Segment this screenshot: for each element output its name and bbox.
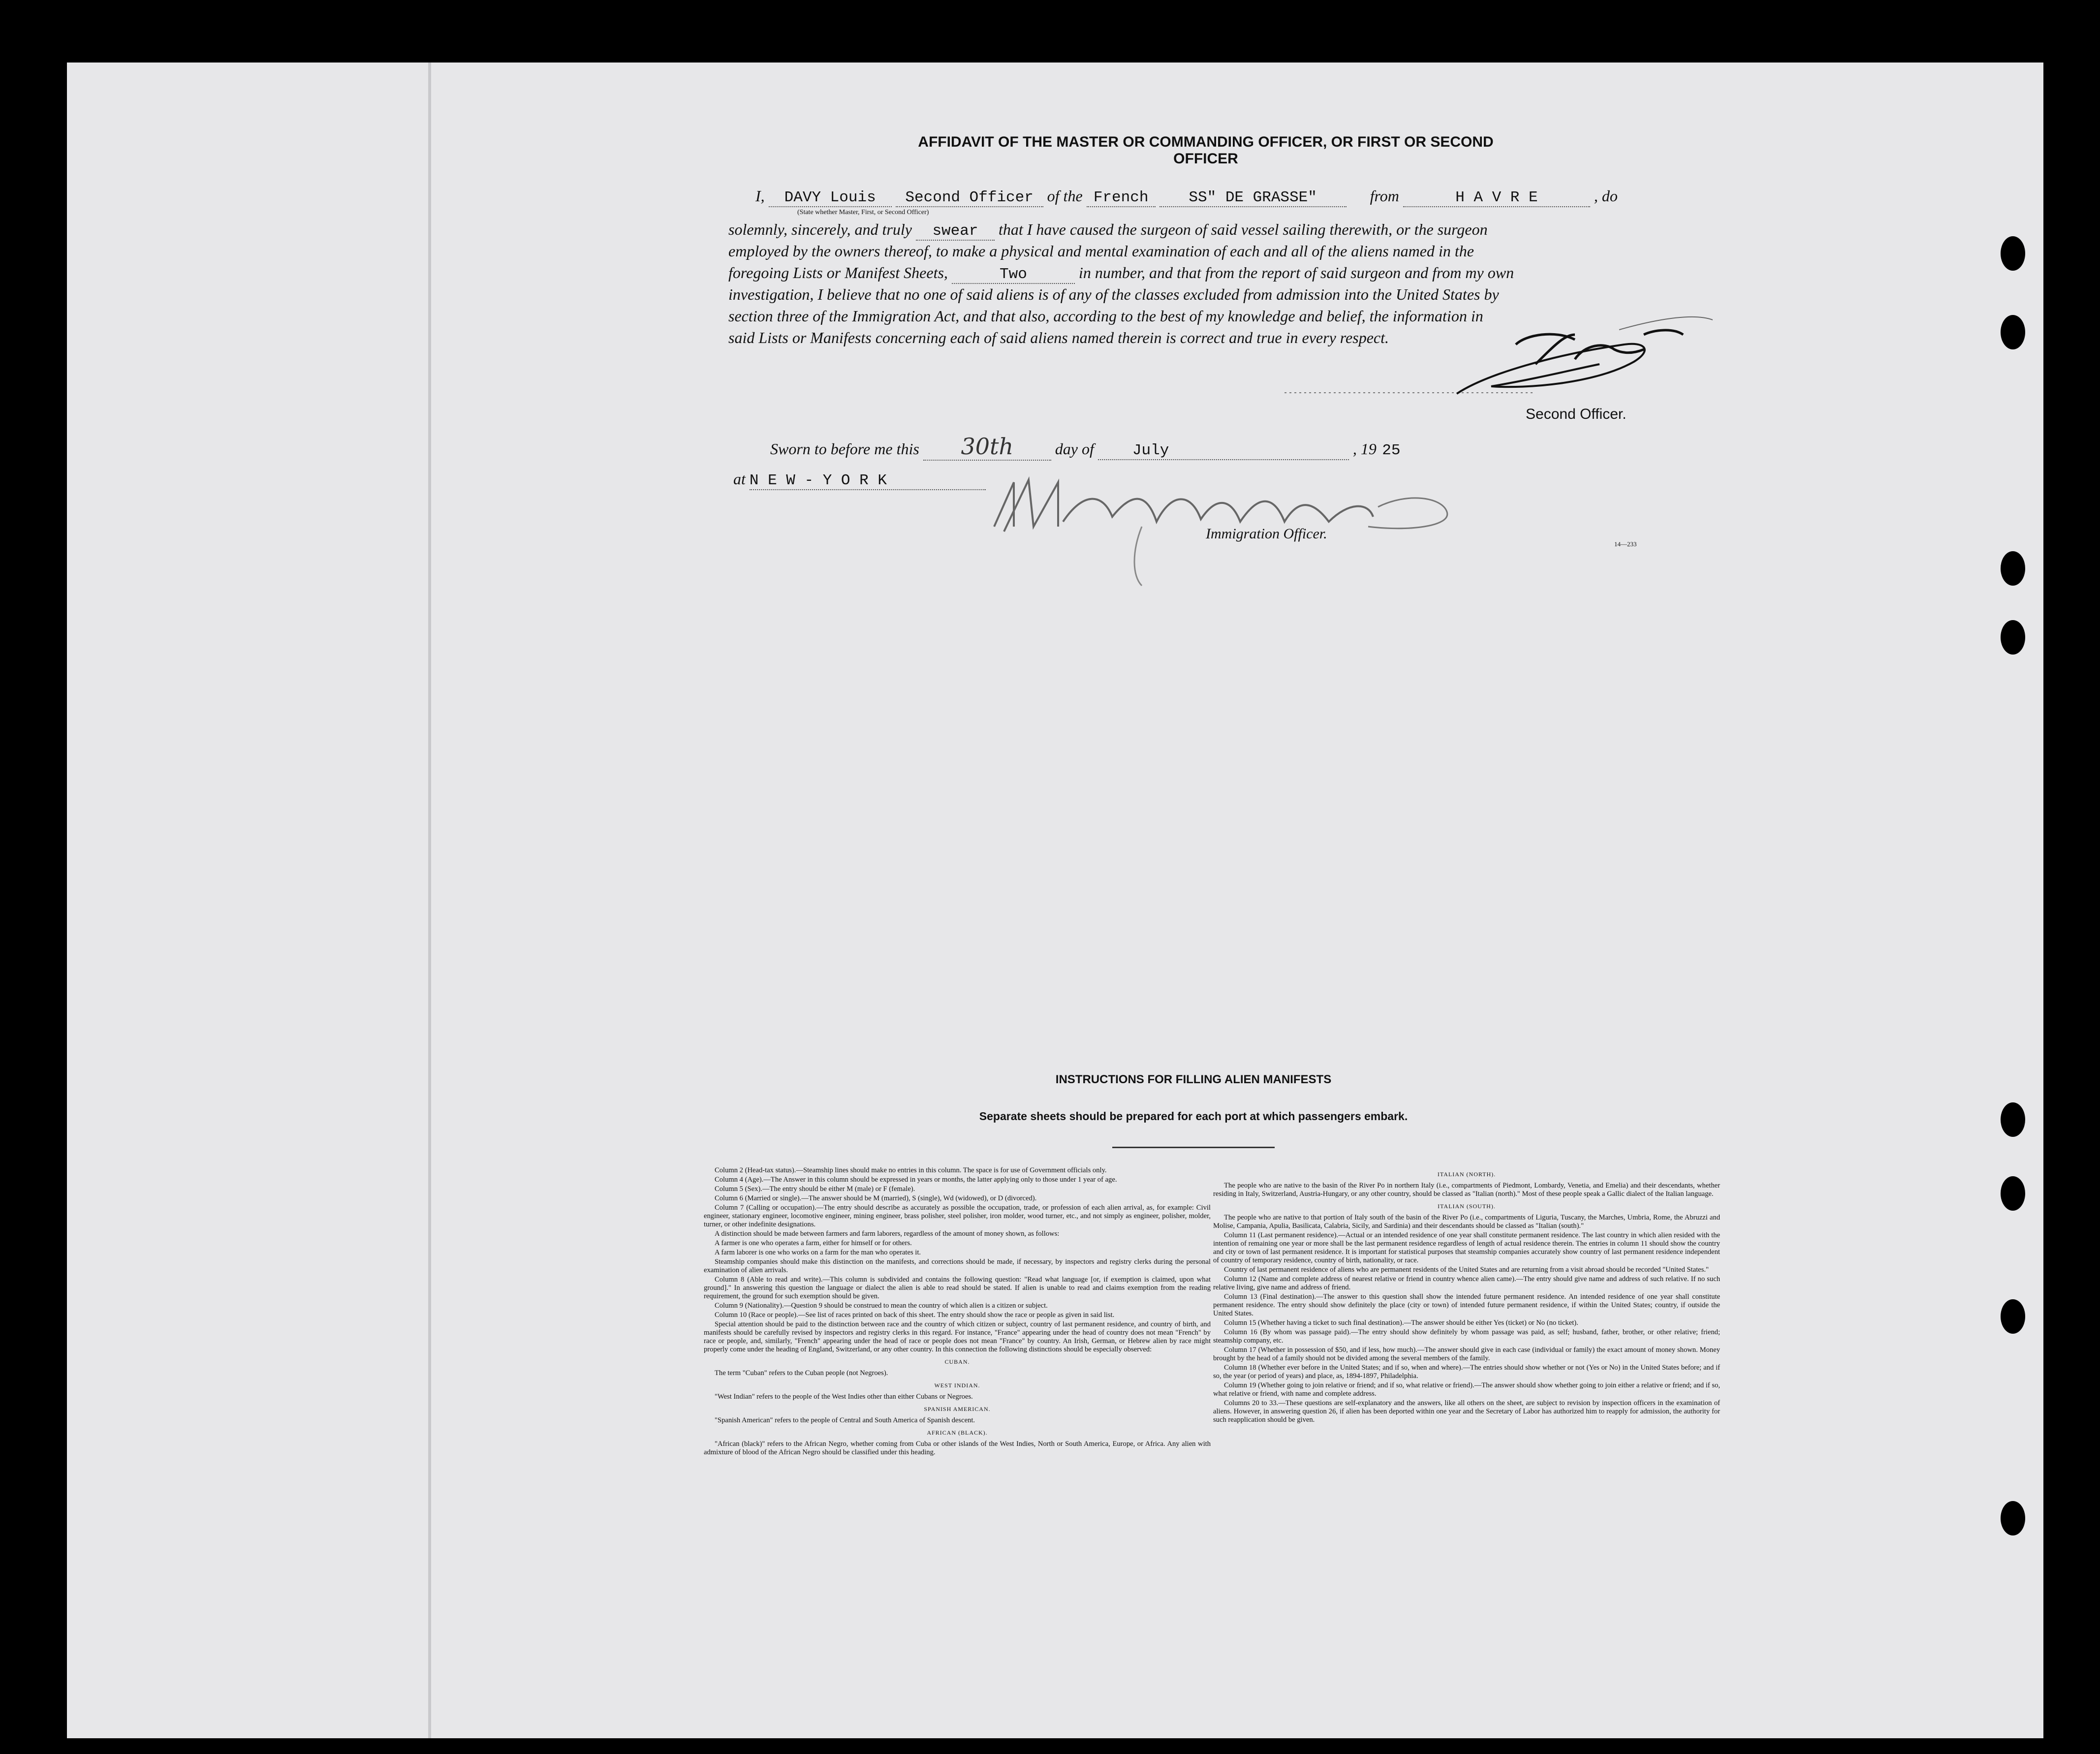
sworn-day-field: 30th: [923, 433, 1051, 461]
punch-hole: [2001, 551, 2025, 586]
paragraph: Column 13 (Final destination).—The answer to this question shall show the intended future permanent residence. An intended residence of one year shall constitute permanent residence. The entry should show definitely the place (city or town) of intended future permanent residence, if within the United States; country, if outside the United States.: [1213, 1293, 1720, 1317]
paragraph: Column 5 (Sex).—The entry should be either M (male) or F (female).: [715, 1185, 915, 1193]
page-fold-line: [428, 63, 431, 1738]
affidavit-line-6: section three of the Immigration Act, and that also, according to the best of my knowledge and belief, the information in: [728, 307, 1483, 325]
paragraph: Country of last permanent residence of aliens who are permanent residents of the United States and are returning from a visit abroad should be recorded "United States.": [1224, 1266, 1709, 1274]
text: solemnly, sincerely, and truly: [728, 220, 912, 238]
ship-name-field: SS" DE GRASSE": [1160, 189, 1347, 207]
sworn-month-field: July: [1098, 442, 1349, 460]
oath-word-field: swear: [916, 222, 995, 241]
punch-hole: [2001, 1501, 2025, 1535]
punch-hole: [2001, 1102, 2025, 1137]
at-line: [733, 470, 986, 490]
paragraph: Column 9 (Nationality).—Question 9 should be construed to mean the country of which alien is a citizen or subject.: [715, 1302, 1048, 1310]
paragraph: The term "Cuban" refers to the Cuban people (not Negroes).: [715, 1369, 888, 1377]
instructions-title: INSTRUCTIONS FOR FILLING ALIEN MANIFESTS: [1055, 1073, 1332, 1086]
punch-hole: [2001, 1299, 2025, 1334]
paragraph: "African (black)" refers to the African Negro, whether coming from Cuba or other islands of the West Indies, North or South America, Europe, or Africa. Any alien with admixture of blood of the African Negro should be classified under this heading.: [704, 1440, 1211, 1456]
paragraph: A farm laborer is one who works on a farm for the man who operates it.: [715, 1249, 921, 1256]
signer-title: Second Officer.: [1526, 406, 1627, 422]
text: Sworn to before me this: [770, 440, 919, 458]
section-heading: SPANISH AMERICAN.: [924, 1406, 991, 1412]
paragraph: Steamship companies should make this distinction on the manifests, and corrections should be made, if necessary, by inspectors and registry clerks during the personal examination of alien arrivals.: [704, 1258, 1211, 1274]
instructions-left-column: [704, 1166, 1211, 1458]
text: foregoing Lists or Manifest Sheets,: [728, 264, 948, 282]
punch-hole: [2001, 620, 2025, 655]
sworn-line: [770, 433, 1406, 461]
punch-hole: [2001, 315, 2025, 349]
immigration-officer-label: Immigration Officer.: [1206, 526, 1327, 542]
affidavit-line-1: [755, 187, 1618, 207]
instructions-subtitle: Separate sheets should be prepared for each port at which passengers embark.: [979, 1110, 1408, 1123]
text: in number, and that from the report of said surgeon and from my own: [1078, 264, 1514, 282]
paragraph: Column 4 (Age).—The Answer in this column should be expressed in years or months, the latter applying only to those under 1 year of age.: [715, 1176, 1117, 1184]
paragraph: Columns 20 to 33.—These questions are self-explanatory and the answers, like all others on the sheet, are subject to revision by inspection officers in the examination of aliens. However, in answering question 26, if alien has been deported within one year and the Secretary of Labor has authorized him to reapply for admission, the authority for such reapplication should be given.: [1213, 1399, 1720, 1424]
paragraph: "Spanish American" refers to the people of Central and South America of Spanish descent.: [715, 1416, 975, 1424]
paragraph: Column 11 (Last permanent residence).—Actual or an intended residence of one year shall constitute permanent residence. The last country in which alien resided with the intention of remaining one year or more shall be the last permanent residence regardless of length of actual residence therein. The entries in column 11 should show the country and city or town of last permanent residence. It is important for statistical purposes that steamship companies accurately show country of last permanent residence independent of country of temporary residence, country of birth, nationality, or race.: [1213, 1231, 1720, 1264]
paragraph: The people who are native to that portion of Italy south of the basin of the River Po (i.e., compartments of Liguria, Tuscany, the Marches, Umbria, Rome, the Abruzzi and Molise, Campania, Apulia, Basilicata, Calabria, Sicily, and Sardinia) and their descendants should be classed as "Italian (south).": [1213, 1214, 1720, 1230]
affidavit-line-5: investigation, I believe that no one of said aliens is of any of the classes excluded from admission into the United States by: [728, 285, 1499, 303]
divider: [1112, 1147, 1275, 1148]
paragraph: "West Indian" refers to the people of the West Indies other than either Cubans or Negroes.: [715, 1393, 973, 1401]
officer-title-field: Second Officer: [896, 189, 1043, 207]
affidavit-line-7: said Lists or Manifests concerning each of said aliens named therein is correct and true in every respect.: [728, 329, 1389, 346]
sworn-year-field: 25: [1382, 442, 1401, 459]
second-officer-signature: [1280, 315, 1713, 413]
paragraph: Column 2 (Head-tax status).—Steamship lines should make no entries in this column. The space is for use of Government officials only.: [715, 1166, 1107, 1174]
paragraph: Column 17 (Whether in possession of $50, and if less, how much).—The answer should give in each case (individual or family) the exact amount of money shown. Money brought by the head of a family should not be divided among the several members of the family.: [1213, 1346, 1720, 1362]
at-place-field: N E W - Y O R K: [750, 472, 986, 490]
paragraph: Column 18 (Whether ever before in the United States; and if so, when and where).—The entries should show whether or not (Yes or No) in the United States before; and if so, the year (or period of years) and place, as, 1894-1897, Philadelphia.: [1213, 1364, 1720, 1380]
paragraph: Column 8 (Able to read and write).—This column is subdivided and contains the following question: "Read what language [or, if exemption is claimed, upon what ground]." In answering this question the language or dialect the alien is able to read should be stated. If alien is unable to read and claims exemption from the reading requirement, the ground for such exemption should be given.: [704, 1276, 1211, 1300]
text: from: [1370, 187, 1399, 205]
affidavit-line-3: employed by the owners thereof, to make a physical and mental examination of each and all of the aliens named in the: [728, 242, 1474, 260]
paragraph: Special attention should be paid to the distinction between race and the country of which citizen or subject, country of last permanent residence, and country of birth, and manifests should be carefully revised by inspectors and registry clerks in this regard. For instance, "France" appearing under the head of country does not mean "French" by race or people, and, similarly, "French" appearing under the head of race or people does not mean "France" by country. An Irish, German, or Hebrew alien by race might properly come under the heading of England, Switzerland, or any other country. In this connection the following distinctions should be especially observed:: [704, 1320, 1211, 1353]
punch-hole: [2001, 236, 2025, 271]
section-heading: CUBAN.: [944, 1358, 970, 1365]
text: that I have caused the surgeon of said vessel sailing therewith, or the surgeon: [998, 220, 1488, 238]
paragraph: Column 7 (Calling or occupation).—The entry should describe as accurately as possible the occupation, trade, or profession of each alien arrival, as, for example: Civil engineer, stationary engineer, locomotive engineer, mining engineer, brass polisher, steel polisher, iron molder, wood turner, etc., and not simply as engineer, polisher, molder, turner, or other indefinite designations.: [704, 1204, 1211, 1228]
officer-title-note: (State whether Master, First, or Second Officer): [797, 209, 929, 216]
instructions-right-column: [1213, 1166, 1720, 1425]
paragraph: Column 15 (Whether having a ticket to such final destination).—The answer should be either Yes (ticket) or No (no ticket).: [1224, 1319, 1578, 1327]
paragraph: Column 19 (Whether going to join relative or friend; and if so, what relative or friend).—The answer should show whether going to join either a relative or friend; and if so, what relative or friend, with name and complete address.: [1213, 1381, 1720, 1398]
text: , do: [1594, 187, 1618, 205]
paragraph: Column 16 (By whom was passage paid).—The entry should show definitely by whom passage was paid, as self; husband, father, brother, or other relative; friend; steamship company, etc.: [1213, 1328, 1720, 1345]
affidavit-line-2: [728, 220, 1488, 241]
affidavit-title: AFFIDAVIT OF THE MASTER OR COMMANDING OFFICER, OR FIRST OR SECOND OFFICER: [918, 134, 1494, 167]
paragraph: Column 6 (Married or single).—The answer should be M (married), S (single), Wd (widowed), or D (divorced).: [715, 1194, 1037, 1202]
sheet-count-field: Two: [952, 266, 1075, 284]
paragraph: A distinction should be made between farmers and farm laborers, regardless of the amount of money shown, as follows:: [715, 1230, 1060, 1238]
punch-hole: [2001, 1176, 2025, 1211]
text: at: [733, 470, 746, 488]
paragraph: Column 12 (Name and complete address of nearest relative or friend in country whence alien came).—The entry should give name and address of such relative. If no such relative living, give name and address of friend.: [1213, 1275, 1720, 1291]
ship-nationality-field: French: [1087, 189, 1156, 207]
officer-name-field: DAVY Louis: [769, 189, 892, 207]
section-heading: WEST INDIAN.: [934, 1382, 980, 1389]
form-number: 14—233: [1614, 540, 1637, 548]
section-heading: ITALIAN (NORTH).: [1437, 1171, 1496, 1178]
affidavit-line-4: [728, 264, 1514, 284]
port-from-field: H A V R E: [1403, 189, 1590, 207]
section-heading: ITALIAN (SOUTH).: [1438, 1203, 1496, 1210]
text: , 19: [1352, 440, 1377, 458]
paragraph: Column 10 (Race or people).—See list of races printed on back of this sheet. The entry should show the race or people as given in said list.: [715, 1311, 1115, 1319]
section-heading: AFRICAN (BLACK).: [927, 1429, 988, 1436]
text: day of: [1055, 440, 1094, 458]
text: of the: [1047, 187, 1083, 205]
text: I,: [755, 187, 765, 205]
paragraph: The people who are native to the basin of the River Po in northern Italy (i.e., compartments of Piedmont, Lombardy, Venetia, and Emelia) and their descendants, whether residing in Italy, Switzerland, Austria-Hungary, or any other country, should be classed as "Italian (north)." Most of these people speak a Gallic dialect of the Italian language.: [1213, 1182, 1720, 1198]
paragraph: A farmer is one who operates a farm, either for himself or for others.: [715, 1239, 912, 1247]
